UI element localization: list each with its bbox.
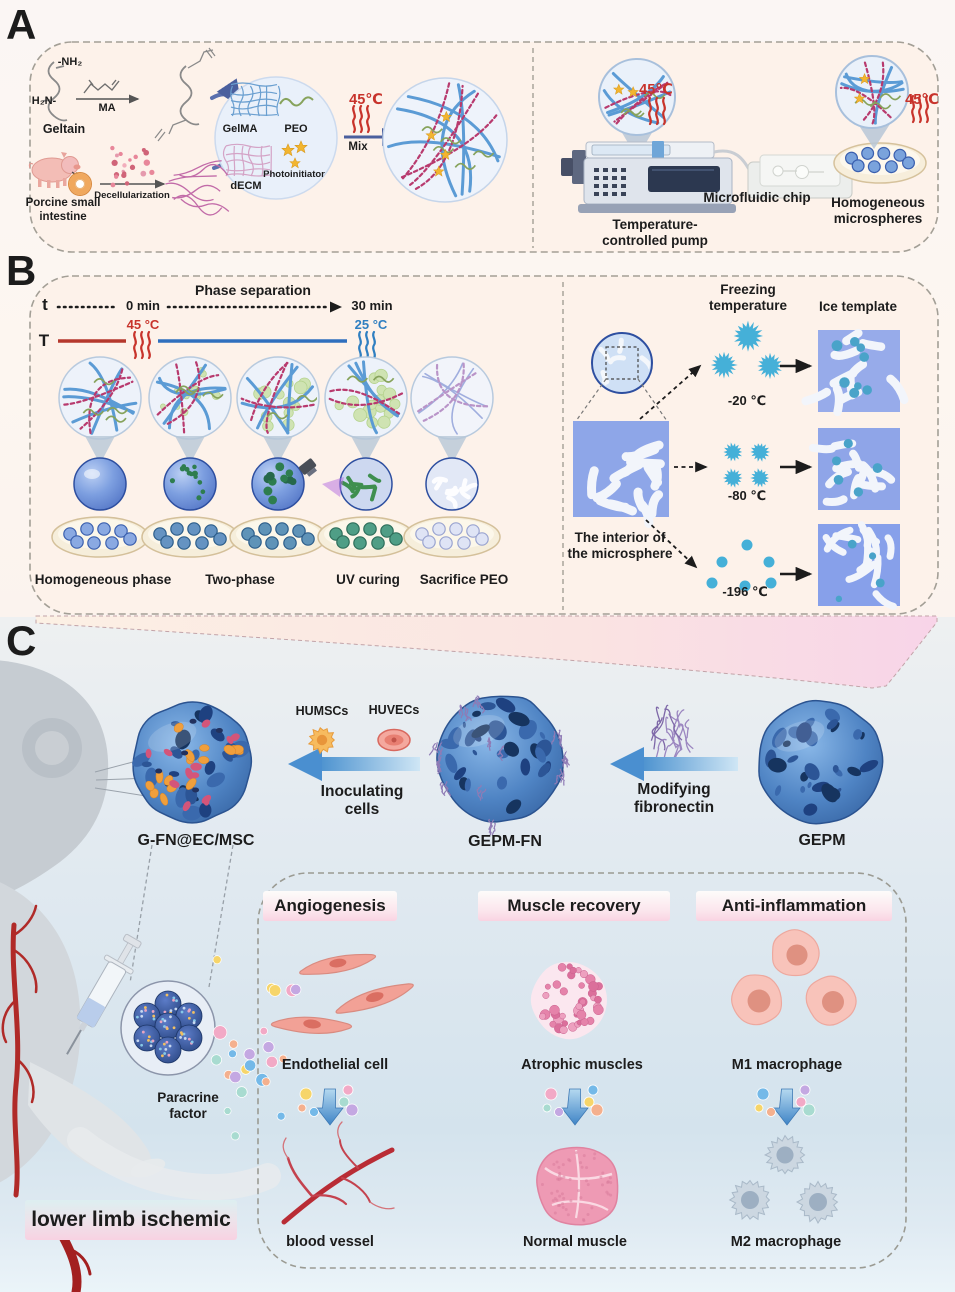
paracrine-factor-label: Paracrine factor — [157, 1090, 219, 1121]
time-axis-label: t — [42, 295, 48, 314]
m2-macrophages — [730, 1136, 838, 1223]
panel-c-label: C — [6, 617, 37, 664]
phase-separation-label: Phase separation — [195, 282, 311, 298]
col2-header: Muscle recovery — [507, 896, 641, 915]
intestine-ring-icon — [69, 173, 92, 196]
m1-macrophages — [732, 930, 857, 1026]
geltain-label: Geltain — [42, 122, 86, 136]
col3-before-label: M1 macrophage — [731, 1057, 843, 1073]
modifying-fibronectin-label: Modifying fibronectin — [633, 781, 715, 817]
atrophic-muscle — [531, 962, 607, 1039]
gepm-microsphere — [759, 701, 883, 824]
paracrine-factor-dots — [211, 956, 301, 1140]
temp-axis-label: T — [38, 331, 50, 350]
photoinitiator-label: Photoinitiator — [263, 169, 325, 180]
new-blood-vessel — [283, 1122, 394, 1222]
temp-20-label: -20 ℃ — [727, 393, 767, 408]
col3-header: Anti-inflammation — [721, 896, 867, 915]
decm-label: dECM — [230, 180, 262, 192]
peo-label: PEO — [284, 123, 308, 135]
freezing-temperature-label: Freezing temperature — [708, 282, 788, 313]
panel-b-frame — [30, 276, 938, 614]
col2-after-label: Normal muscle — [523, 1234, 627, 1250]
decellularization-label: Decellularization — [94, 190, 170, 201]
col1-header: Angiogenesis — [274, 896, 386, 915]
ma-label: MA — [98, 102, 116, 114]
panel-a-label: A — [6, 1, 37, 48]
col1-after-label: blood vessel — [286, 1234, 374, 1250]
inoculating-arrow — [288, 747, 420, 781]
mix-temp-label: 45℃ — [349, 92, 383, 108]
temp-80-label: -80 ℃ — [727, 488, 767, 503]
gepmfn-label: GEPM-FN — [468, 833, 542, 850]
down-arrow-2 — [562, 1089, 588, 1125]
mixed-solution-circle — [383, 78, 507, 202]
down-arrow-3 — [774, 1089, 800, 1125]
stage1-label: Homogeneous phase — [34, 572, 172, 587]
funnel-transition — [36, 616, 937, 688]
microsphere-dish-a — [834, 143, 926, 183]
gelma-label: GelMA — [222, 123, 258, 135]
humscs-label: HUMSCs — [295, 704, 349, 718]
temp-hot-label: 45 °C — [126, 317, 160, 332]
ice-template-label: Ice template — [818, 299, 898, 314]
gfn-microsphere — [130, 702, 253, 823]
porcine-label: Porcine small intestine — [25, 197, 101, 223]
huvecs-label: HUVECs — [368, 703, 420, 717]
chip-label: Microfluidic chip — [703, 190, 811, 205]
ice-template-squares — [806, 330, 905, 606]
pump-temp-label: 45℃ — [639, 82, 673, 98]
dish-temp-label: 45℃ — [905, 92, 939, 108]
huvec-cell-icon — [378, 730, 410, 751]
stage-dishes — [52, 517, 500, 557]
stage4-label: Sacrifice PEO — [419, 572, 509, 587]
down-arrow-1 — [317, 1089, 343, 1125]
time-end-label: 30 min — [351, 298, 393, 313]
col1-before-label: Endothelial cell — [281, 1057, 389, 1073]
temp-cold-label: 25 °C — [354, 317, 388, 332]
gepm-label: GEPM — [798, 832, 846, 849]
col2-before-label: Atrophic muscles — [521, 1057, 643, 1073]
inoculating-cells-label: Inoculating cells — [320, 783, 404, 819]
panel-b-label: B — [6, 247, 37, 294]
nh2-label: -NH₂ — [57, 56, 83, 68]
ischemic-label: lower limb ischemic — [31, 1208, 231, 1231]
gfn-label: G-FN@EC/MSC — [137, 832, 255, 849]
normal-muscle — [537, 1147, 618, 1224]
pump-label: Temperature- controlled pump — [602, 217, 708, 248]
temp-196-label: -196 ℃ — [722, 584, 768, 599]
stage3-label: UV curing — [336, 572, 400, 587]
stage2-label: Two-phase — [205, 572, 275, 587]
homogeneous-microspheres-label: Homogeneous microspheres — [831, 195, 925, 226]
mix-label: Mix — [348, 141, 368, 153]
h2n-label: H₂N- — [31, 95, 57, 107]
gepmfn-microsphere — [429, 695, 569, 836]
humsc-cell-icon — [309, 728, 335, 754]
time-start-label: 0 min — [126, 298, 160, 313]
interior-label: The interior of the microsphere — [567, 530, 673, 561]
modifying-arrow — [610, 747, 738, 781]
col3-after-label: M2 macrophage — [730, 1234, 842, 1250]
